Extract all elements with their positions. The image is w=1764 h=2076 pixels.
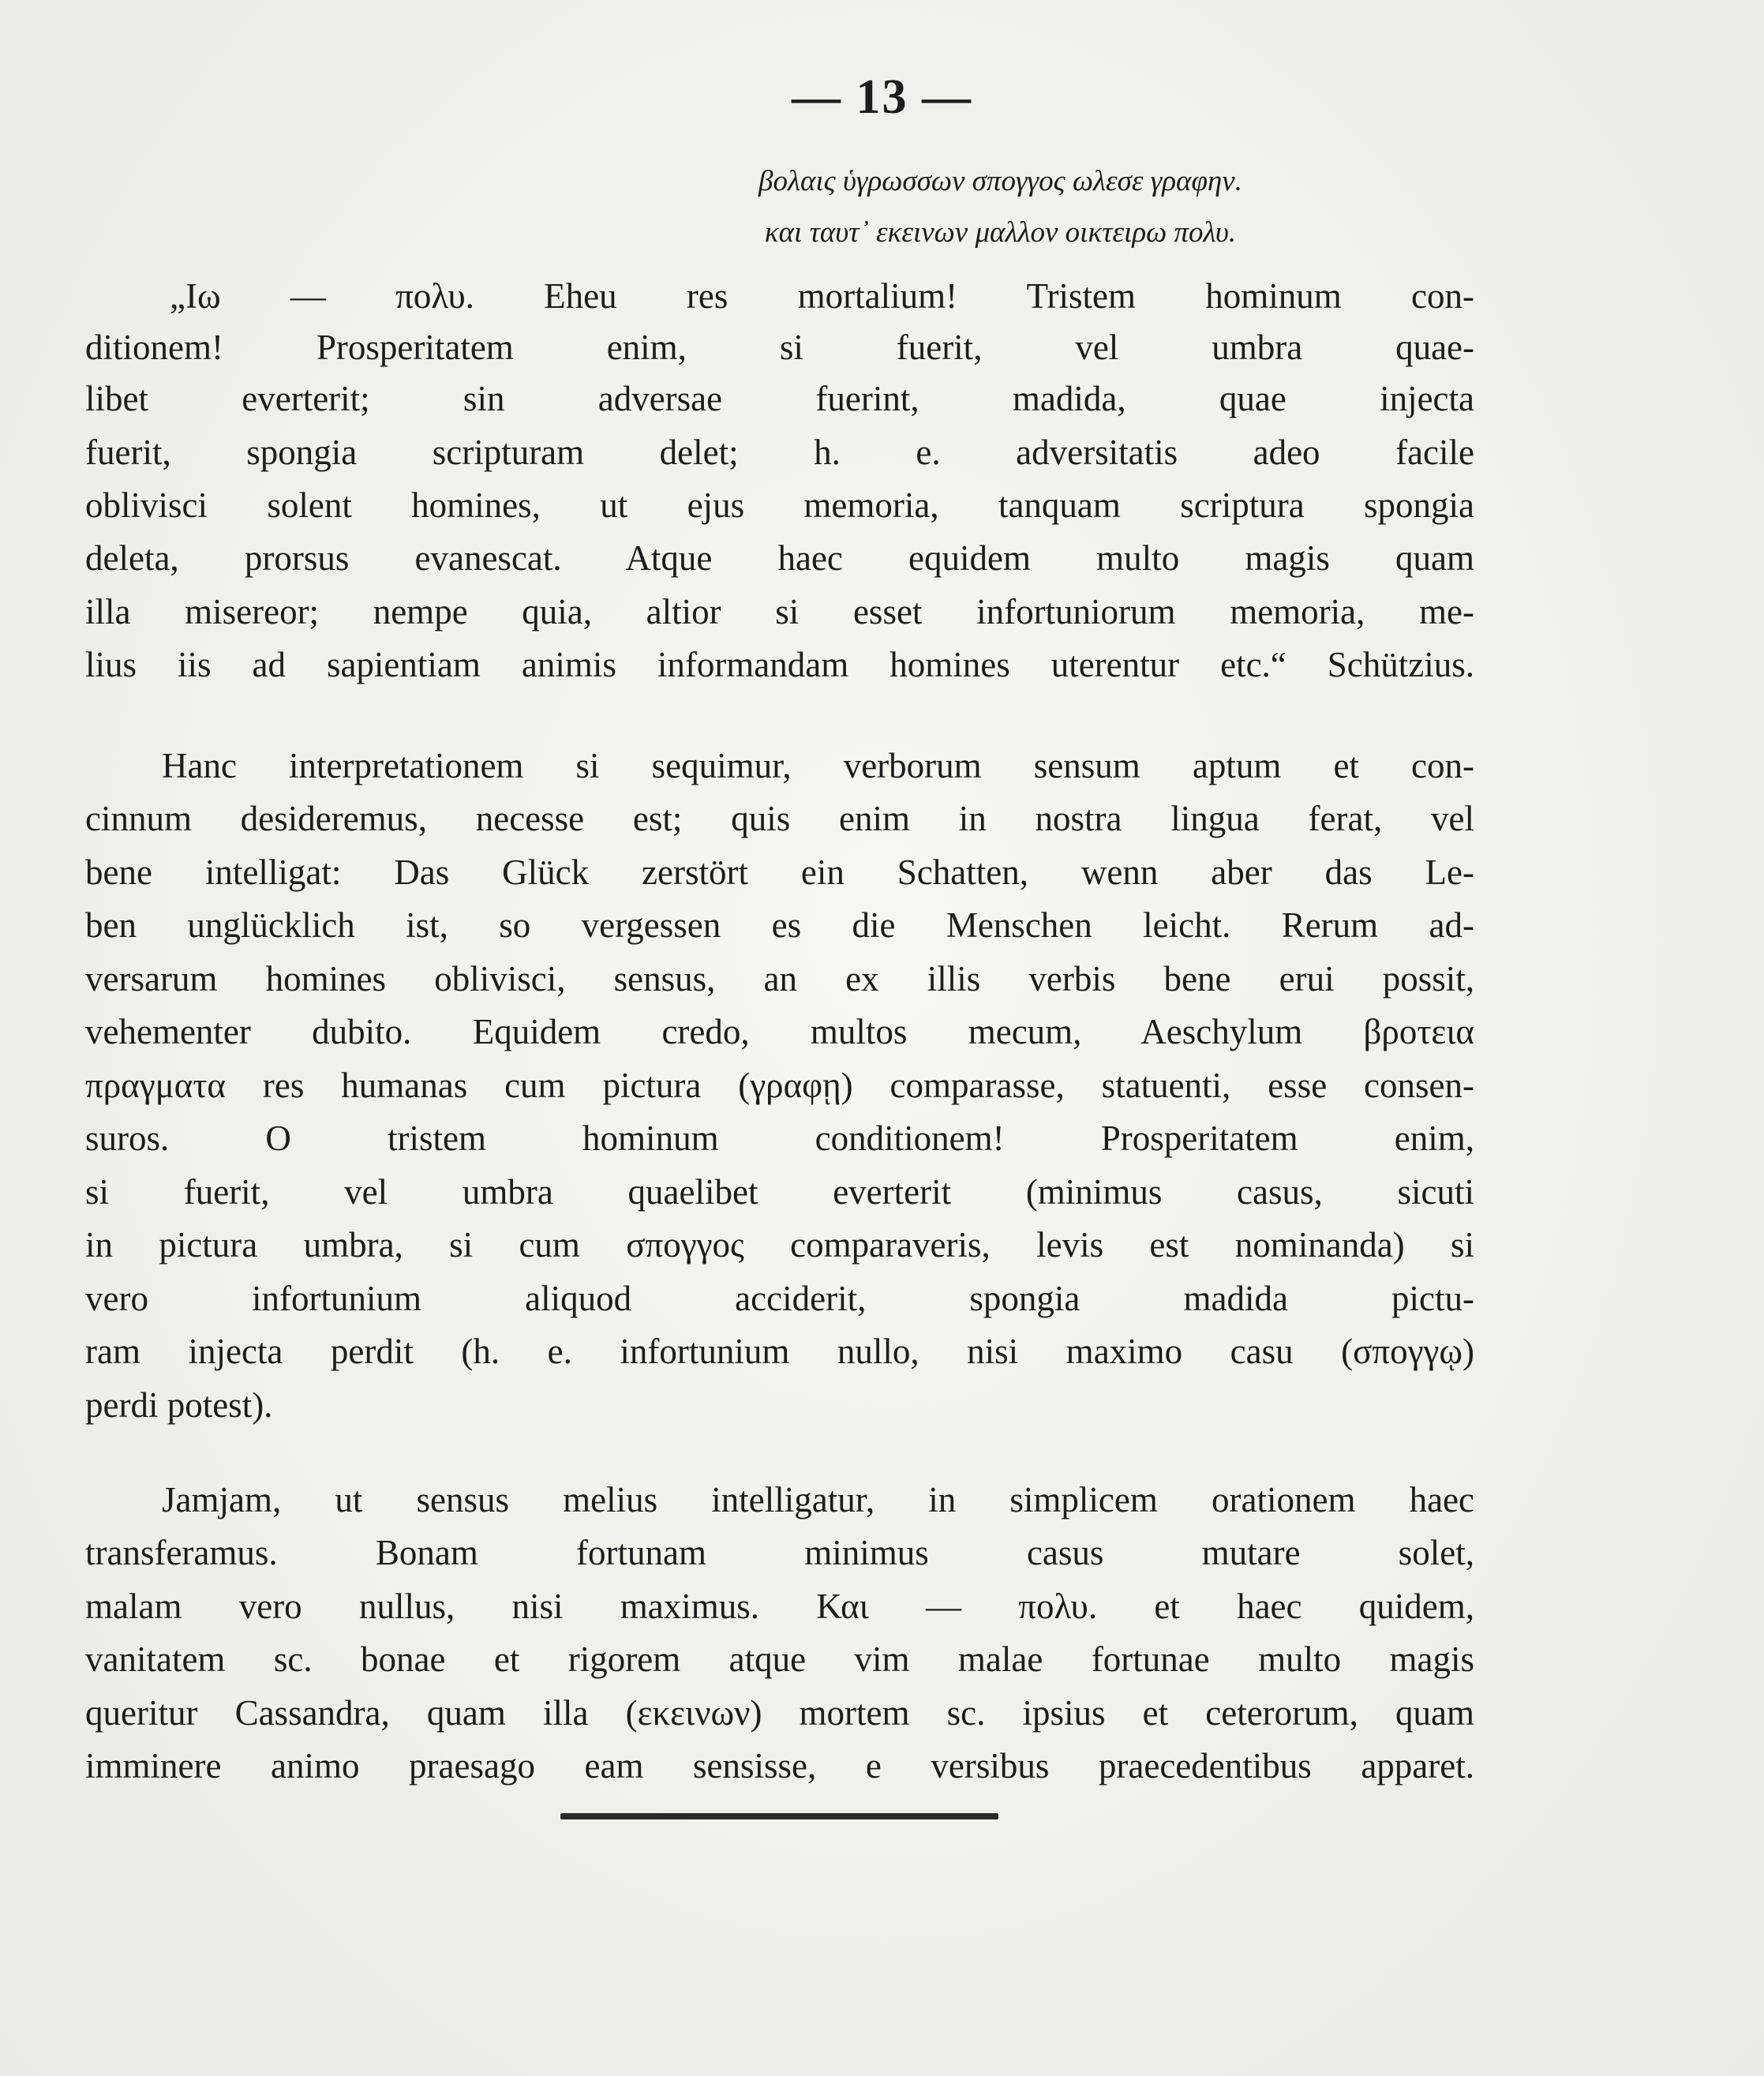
text-line: in pictura umbra, si cum σπογγος comparaveris, levis est nominanda) si <box>85 1225 1474 1265</box>
text-line: queritur Cassandra, quam illa (εκεινων) mortem sc. ipsius et ceterorum, quam <box>85 1693 1474 1733</box>
greek-verse-line: και ταυτ᾽ εκεινων μαλλον οικτειρω πολυ. <box>764 216 1237 249</box>
text-line: deleta, prorsus evanescat. Atque haec equidem multo magis quam <box>85 538 1474 578</box>
text-line: vanitatem sc. bonae et rigorem atque vim malae fortunae multo magis <box>85 1639 1474 1679</box>
text-line: cinnum desideremus, necesse est; quis enim in nostra lingua ferat, vel <box>85 799 1474 838</box>
text-line: malam vero nullus, nisi maximus. Και — πολυ. et haec quidem, <box>85 1587 1474 1626</box>
text-line: ben unglücklich ist, so vergessen es die Menschen leicht. Rerum ad- <box>85 905 1474 945</box>
text-line: illa misereor; nempe quia, altior si esset infortuniorum memoria, me- <box>85 592 1474 631</box>
text-line: ditionem! Prosperitatem enim, si fuerit, vel umbra quae- <box>85 328 1474 367</box>
text-line: lius iis ad sapientiam animis informandam homines uterentur etc.“ Schützius. <box>85 645 1474 684</box>
text-line: πραγματα res humanas cum pictura (γραφῃ) comparasse, statuenti, esse consen- <box>85 1066 1474 1105</box>
text-line: vehementer dubito. Equidem credo, multos mecum, Aeschylum βροτεια <box>85 1012 1474 1051</box>
text-line: ram injecta perdit (h. e. infortunium nullo, nisi maximo casu (σπογγῳ) <box>85 1332 1474 1371</box>
text-line: „Ιω — πολυ. Eheu res mortalium! Tristem hominum con- <box>170 276 1474 316</box>
text-line: si fuerit, vel umbra quaelibet everterit (minimus casus, sicuti <box>85 1172 1474 1212</box>
end-rule-divider <box>560 1813 998 1819</box>
greek-verse-line: βολαις ὑγρωσσων σπογγος ωλεσε γραφην. <box>758 165 1242 197</box>
text-line: Hanc interpretationem si sequimur, verborum sensum aptum et con- <box>162 746 1474 785</box>
text-line: suros. O tristem hominum conditionem! Prosperitatem enim, <box>85 1119 1474 1158</box>
page-number: — 13 — <box>792 70 972 124</box>
text-line: oblivisci solent homines, ut ejus memoria, tanquam scriptura spongia <box>85 485 1474 525</box>
text-line: libet everterit; sin adversae fuerint, madida, quae injecta <box>85 379 1474 418</box>
text-line: imminere animo praesago eam sensisse, e versibus praecedentibus apparet. <box>85 1746 1474 1786</box>
text-line: bene intelligat: Das Glück zerstört ein Schatten, wenn aber das Le- <box>85 853 1474 892</box>
text-line: fuerit, spongia scripturam delet; h. e. adversitatis adeo facile <box>85 433 1474 472</box>
text-line: versarum homines oblivisci, sensus, an ex illis verbis bene erui possit, <box>85 959 1474 999</box>
text-line: perdi potest). <box>85 1385 273 1425</box>
text-line: transferamus. Bonam fortunam minimus casus mutare solet, <box>85 1533 1474 1572</box>
text-line: vero infortunium aliquod acciderit, spongia madida pictu- <box>85 1279 1474 1318</box>
text-line: Jamjam, ut sensus melius intelligatur, in simplicem orationem haec <box>162 1480 1474 1520</box>
